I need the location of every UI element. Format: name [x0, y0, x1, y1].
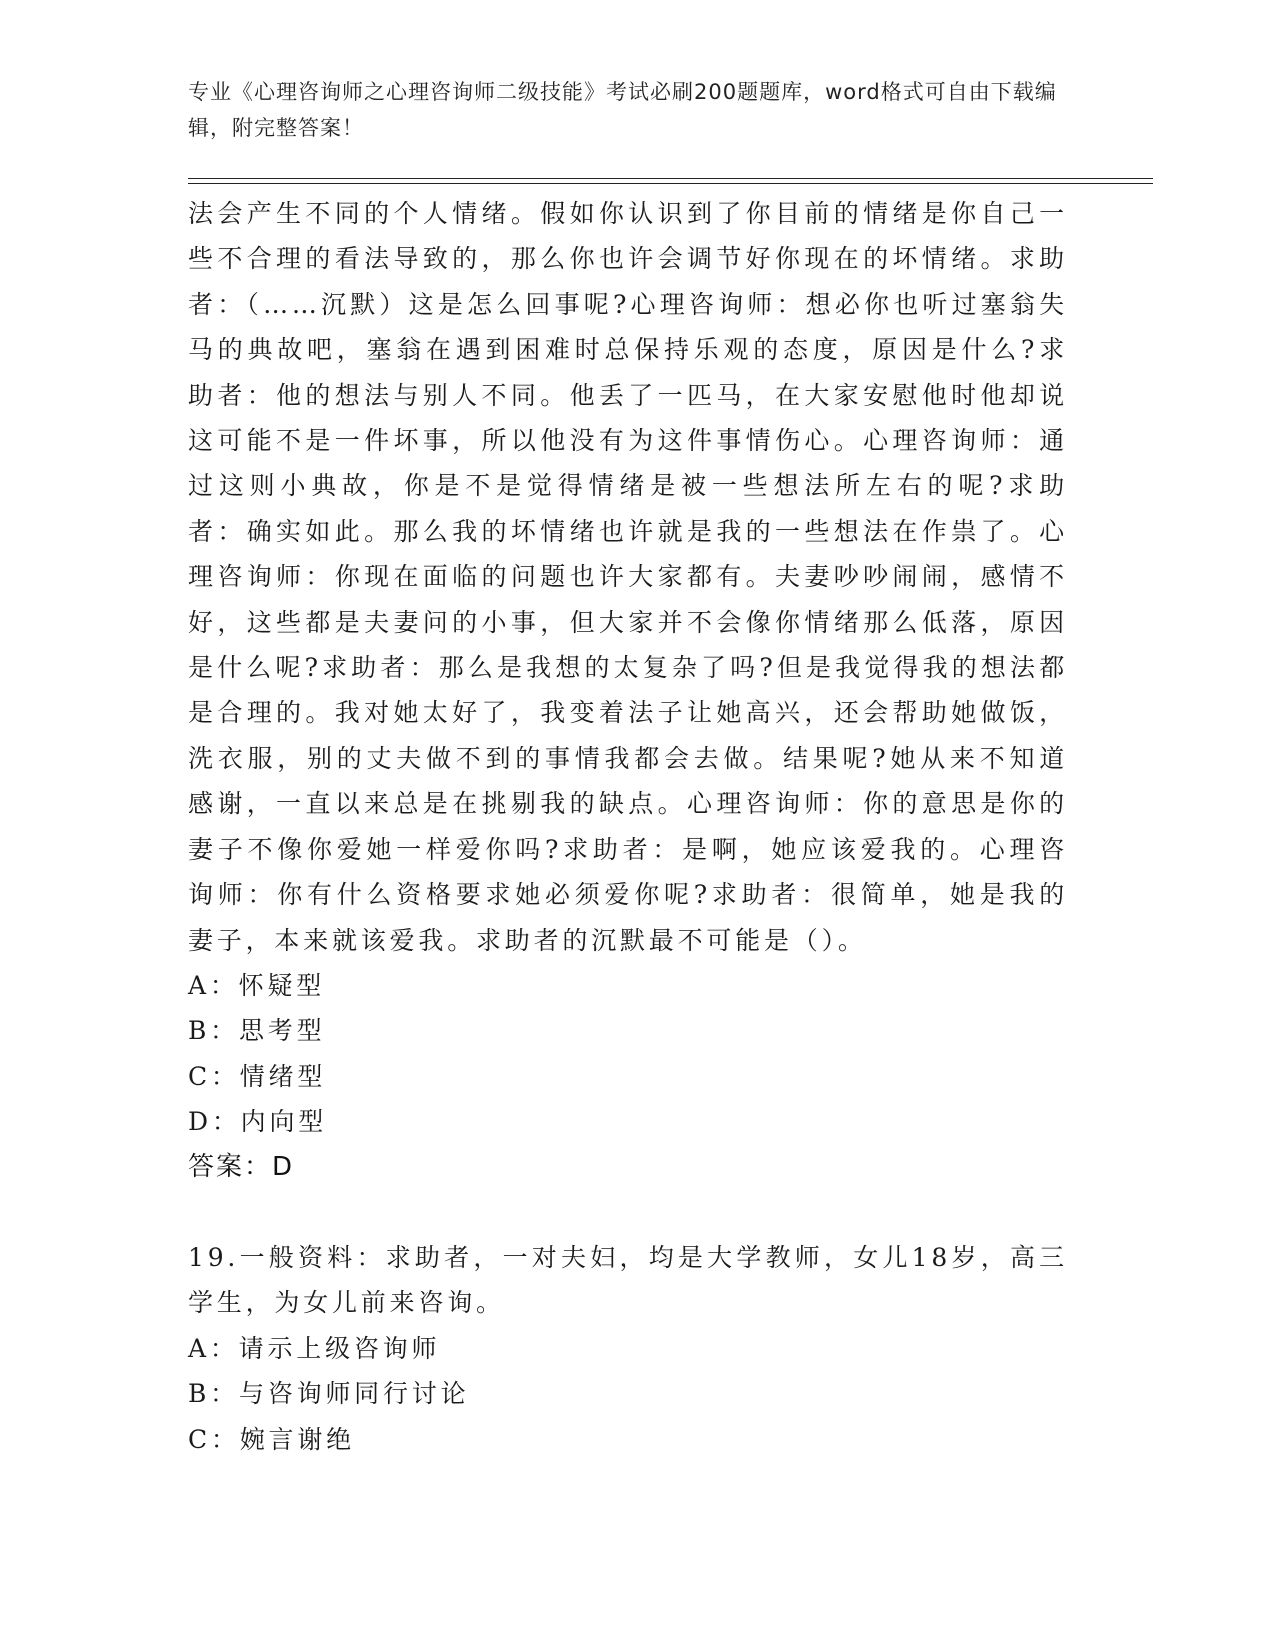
option-b: B：与咨询师同行讨论 — [188, 1379, 470, 1409]
question-spacer — [188, 1190, 1068, 1235]
option-a: A：请示上级咨询师 — [188, 1333, 441, 1363]
question-passage: 法会产生不同的个人情绪。假如你认识到了你目前的情绪是你自己一些不合理的看法导致的，那么你也许会调节好你现在的坏情绪。求助者：（……沉默）这是怎么回事呢?心理咨询师：想必你也听过塞翁失马的典故吧，塞翁在遇到困难时总保持乐观的态度，原因是什么?求助者：他的想法与别人不同。他丢了一匹马，在大家安慰他时他却说这可能不是一件坏事，所以他没有为这件事情伤心。心理咨询师：通过这则小典故，你是不是觉得情绪是被一些想法所左右的呢?求助者：确实如此。那么我的坏情绪也许就是我的一些想法在作祟了。心理咨询师：你现在面临的问题也许大家都有。夫妻吵吵闹闹，感情不好，这些都是夫妻问的小事，但大家并不会像你情绪那么低落，原因是什么呢?求助者：那么是我想的太复杂了吗?但是我觉得我的想法都是合理的。我对她太好了，我变着法子让她高兴，还会帮助她做饭，洗衣服，别的丈夫做不到的事情我都会去做。结果呢?她从来不知道感谢，一直以来总是在挑剔我的缺点。心理咨询师：你的意思是你的妻子不像你爱她一样爱你吗?求助者：是啊，她应该爱我的。心理咨询师：你有什么资格要求她必须爱你呢?求助者：很简单，她是我的妻子，本来就该爱我。求助者的沉默最不可能是（）。 — [188, 199, 1068, 955]
option-c: C：情绪型 — [188, 1061, 327, 1091]
option-a: A：怀疑型 — [188, 970, 326, 1000]
header-rule-bottom — [188, 183, 1153, 184]
document-body — [188, 191, 1068, 1462]
question-stem: 19.一般资料：求助者，一对夫妇，均是大学教师，女儿18岁，高三学生，为女儿前来咨询。 — [188, 1242, 1068, 1318]
answer-line: 答案：D — [188, 1151, 295, 1182]
option-b: B：思考型 — [188, 1016, 326, 1046]
option-d: D：内向型 — [188, 1107, 328, 1137]
page-header-title: 专业《心理咨询师之心理咨询师二级技能》考试必刷200题题库，word格式可自由下载编辑，附完整答案！ — [188, 80, 1057, 140]
header-rule-top — [188, 178, 1153, 179]
option-c: C：婉言谢绝 — [188, 1424, 355, 1454]
